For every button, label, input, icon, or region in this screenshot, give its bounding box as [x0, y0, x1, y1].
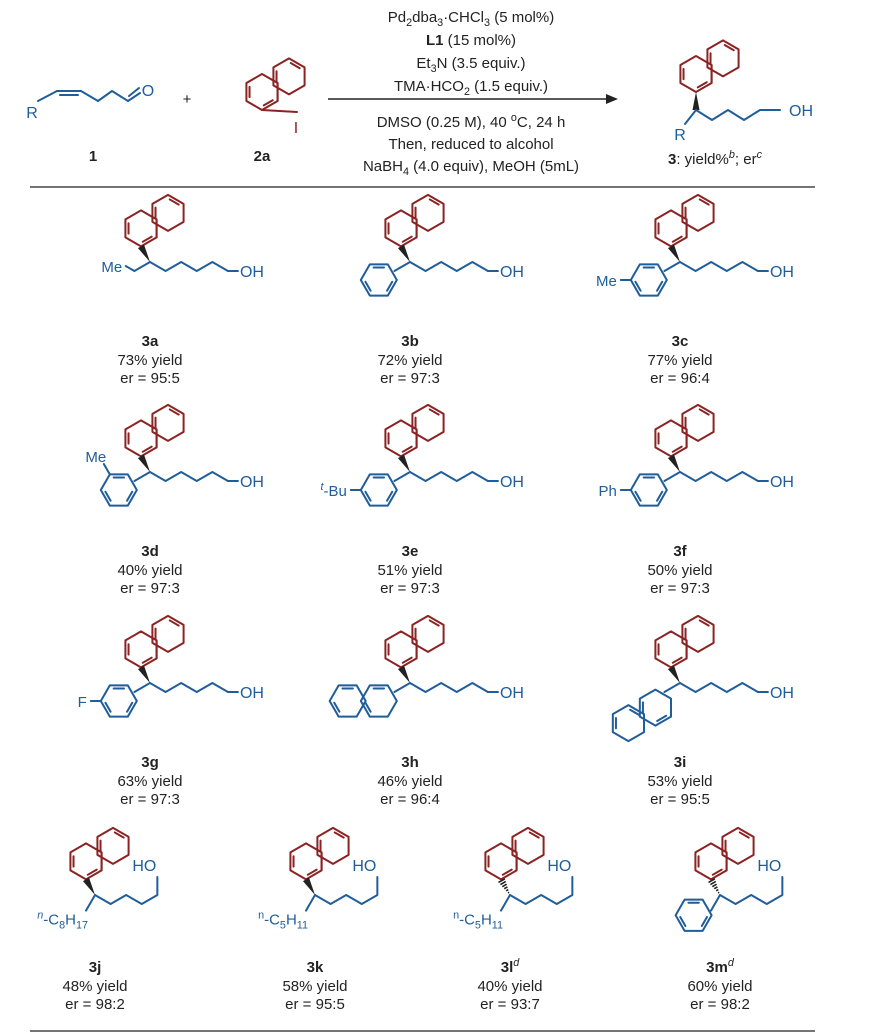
compound-label-1: 1	[88, 148, 98, 165]
yield-text: 58% yield	[282, 978, 348, 995]
bond	[394, 262, 410, 271]
yield-text: 77% yield	[647, 352, 713, 369]
er-text: er = 95:5	[285, 996, 345, 1013]
product-3k	[258, 828, 377, 1013]
bond	[134, 262, 150, 271]
substituent-label: Me	[85, 449, 107, 467]
hydroxyl-label: HO	[352, 858, 377, 875]
product-3i	[613, 616, 794, 808]
product-3e	[320, 405, 523, 597]
yield-text: 63% yield	[117, 773, 183, 790]
arrow-head	[606, 94, 618, 104]
er-text: er = 97:3	[380, 370, 440, 387]
bond	[126, 266, 135, 271]
er-text: er = 97:3	[380, 580, 440, 597]
stereo-wedge	[398, 455, 410, 472]
hydroxyl-label: OH	[499, 474, 524, 491]
aryl-ring	[361, 264, 397, 295]
bond	[306, 895, 315, 911]
product-3c	[596, 195, 794, 387]
stereo-wedge	[138, 455, 150, 472]
compound-label: 3d	[141, 543, 159, 560]
alkyl-chain	[680, 472, 758, 481]
plus-sign: +	[182, 91, 192, 108]
stereo-wedge	[668, 455, 680, 472]
product-3j	[37, 828, 157, 1013]
hydroxyl-label: OH	[769, 685, 794, 702]
alkyl-chain	[150, 683, 228, 692]
stereo-hash	[500, 881, 505, 884]
yield-text: 51% yield	[377, 562, 443, 579]
substituent-label: $^n-C_5H_{11}$	[453, 909, 503, 932]
compound-label: 3i	[673, 754, 687, 771]
condition-line: Then, reduced to alcohol	[388, 136, 554, 153]
reaction-header	[26, 9, 813, 178]
product-3a	[101, 195, 264, 387]
yield-text: 40% yield	[477, 978, 543, 995]
r-group-label: R	[674, 127, 686, 144]
bond	[81, 91, 128, 101]
bond	[134, 472, 150, 481]
alkyl-chain	[410, 262, 488, 271]
alkyl-chain	[95, 877, 157, 904]
yield-text: 60% yield	[687, 978, 753, 995]
bond	[38, 91, 57, 101]
bond	[685, 110, 696, 124]
substituent-label: $^n-C_8H_{17}$	[37, 909, 88, 932]
condition-line: DMSO (0.25 M), 40 $^o$C, 24 h	[376, 112, 566, 131]
alkyl-chain	[720, 877, 782, 904]
bond	[501, 895, 510, 911]
stereo-hash	[718, 892, 719, 893]
condition-line: $Et_3N$ (3.5 equiv.)	[416, 55, 526, 75]
hydroxyl-label: OH	[769, 474, 794, 491]
stereo-wedge	[398, 245, 410, 262]
alkyl-chain	[510, 877, 572, 904]
yield-text: 46% yield	[377, 773, 443, 790]
product-3d	[85, 405, 264, 597]
compound-label: 3h	[401, 754, 419, 771]
stereo-wedge	[398, 666, 410, 683]
stereo-hash	[712, 884, 716, 886]
compound-label: 3g	[141, 754, 159, 771]
product-3l	[453, 828, 572, 1013]
substituent-label: $^n-C_5H_{11}$	[258, 909, 308, 932]
product-caption: 3: yield%$^b$; $er^c$	[668, 149, 762, 168]
stereo-hash	[502, 884, 506, 886]
hydroxyl-label: OH	[239, 685, 264, 702]
compound-label: 3k	[306, 959, 324, 976]
compound-label: 3e	[401, 543, 419, 560]
er-text: er = 97:3	[120, 580, 180, 597]
condition-line: L1 (15 mol%)	[425, 32, 517, 49]
stereo-wedge	[668, 245, 680, 262]
bond	[134, 683, 150, 692]
yield-text: 50% yield	[647, 562, 713, 579]
stereo-hash	[506, 890, 508, 891]
alkyl-chain	[150, 262, 228, 271]
hydroxyl-label: OH	[789, 103, 813, 120]
stereo-wedge	[138, 245, 150, 262]
compound-label: 3a	[141, 333, 159, 350]
alkyl-chain	[150, 472, 228, 481]
er-text: er = 97:3	[650, 580, 710, 597]
product-3m	[676, 828, 783, 1013]
substituent-label: Me	[595, 273, 617, 290]
substituent-label: Ph	[598, 483, 617, 500]
er-text: er = 95:5	[120, 370, 180, 387]
er-text: er = 96:4	[380, 791, 440, 808]
compound-label: 3f	[673, 543, 687, 560]
yield-text: 53% yield	[647, 773, 713, 790]
er-text: er = 93:7	[480, 996, 540, 1013]
stereo-wedge	[303, 878, 315, 895]
hydroxyl-label: OH	[499, 264, 524, 281]
naphthyl-ring	[613, 705, 644, 741]
aryl-ring	[101, 474, 137, 505]
compound-label-2a: 2a	[253, 148, 271, 165]
aryl-ring	[361, 474, 397, 505]
r-group-label: R	[26, 105, 38, 122]
hydroxyl-label: OH	[499, 685, 524, 702]
aryl-ring	[676, 900, 712, 931]
aryl-ring	[101, 685, 137, 716]
yield-text: 40% yield	[117, 562, 183, 579]
bond	[664, 262, 680, 271]
yield-text: 48% yield	[62, 978, 128, 995]
stereo-hash	[714, 887, 717, 889]
stereo-wedge	[83, 878, 95, 895]
er-text: er = 98:2	[65, 996, 125, 1013]
substituent-label: $^t$-Bu	[320, 481, 347, 500]
bond	[86, 895, 95, 911]
aryl-ring	[631, 264, 667, 295]
stereo-hash	[508, 892, 509, 893]
stereo-wedge	[693, 92, 700, 110]
er-text: er = 97:3	[120, 791, 180, 808]
stereo-wedge	[138, 666, 150, 683]
alkyl-chain	[680, 262, 758, 271]
bond	[394, 472, 410, 481]
compound-label: 3c	[671, 333, 689, 350]
alkyl-chain	[315, 877, 377, 904]
condition-line: NaBH$_4$ (4.0 equiv), MeOH (5mL)	[362, 158, 580, 178]
alkyl-chain	[696, 110, 780, 120]
hydroxyl-label: HO	[547, 858, 572, 875]
yield-text: 72% yield	[377, 352, 443, 369]
er-text: er = 98:2	[690, 996, 750, 1013]
condition-line: $TMA\cdot HCO_2$ (1.5 equiv.)	[393, 78, 549, 98]
compound-label: 3j	[88, 959, 102, 976]
er-text: er = 95:5	[650, 791, 710, 808]
product-3h	[330, 616, 524, 808]
product-3f	[598, 405, 793, 597]
bond	[262, 110, 297, 112]
substituent-label: F	[77, 694, 87, 711]
substrate-scope-grid	[37, 195, 794, 1013]
substituent-label: Me	[101, 259, 123, 276]
product-3b	[361, 195, 524, 387]
compound-label: $3m^d$	[706, 957, 734, 976]
stereo-hash	[710, 881, 715, 884]
hydroxyl-label: OH	[769, 264, 794, 281]
bond	[394, 683, 410, 692]
stereo-wedge	[668, 666, 680, 683]
iodine-label: I	[293, 120, 299, 137]
compound-label: 3b	[401, 333, 419, 350]
hydroxyl-label: HO	[757, 858, 782, 875]
stereo-hash	[716, 890, 718, 891]
alkyl-chain	[680, 683, 758, 692]
bond	[664, 472, 680, 481]
hydroxyl-label: HO	[132, 858, 157, 875]
aryl-ring	[631, 474, 667, 505]
hydroxyl-label: OH	[239, 474, 264, 491]
product-3g	[78, 616, 264, 808]
compound-label: $3l^d$	[500, 957, 520, 976]
alkyl-chain	[410, 472, 488, 481]
bond	[711, 895, 720, 911]
condition-line: $Pd_2dba_3\cdot CHCl_3$ (5 mol%)	[387, 9, 555, 29]
er-text: er = 96:4	[650, 370, 710, 387]
hydroxyl-label: OH	[239, 264, 264, 281]
yield-text: 73% yield	[117, 352, 183, 369]
bond	[664, 683, 680, 692]
alkyl-chain	[410, 683, 488, 692]
stereo-hash	[504, 887, 507, 889]
carbonyl-oxygen: O	[141, 83, 155, 100]
